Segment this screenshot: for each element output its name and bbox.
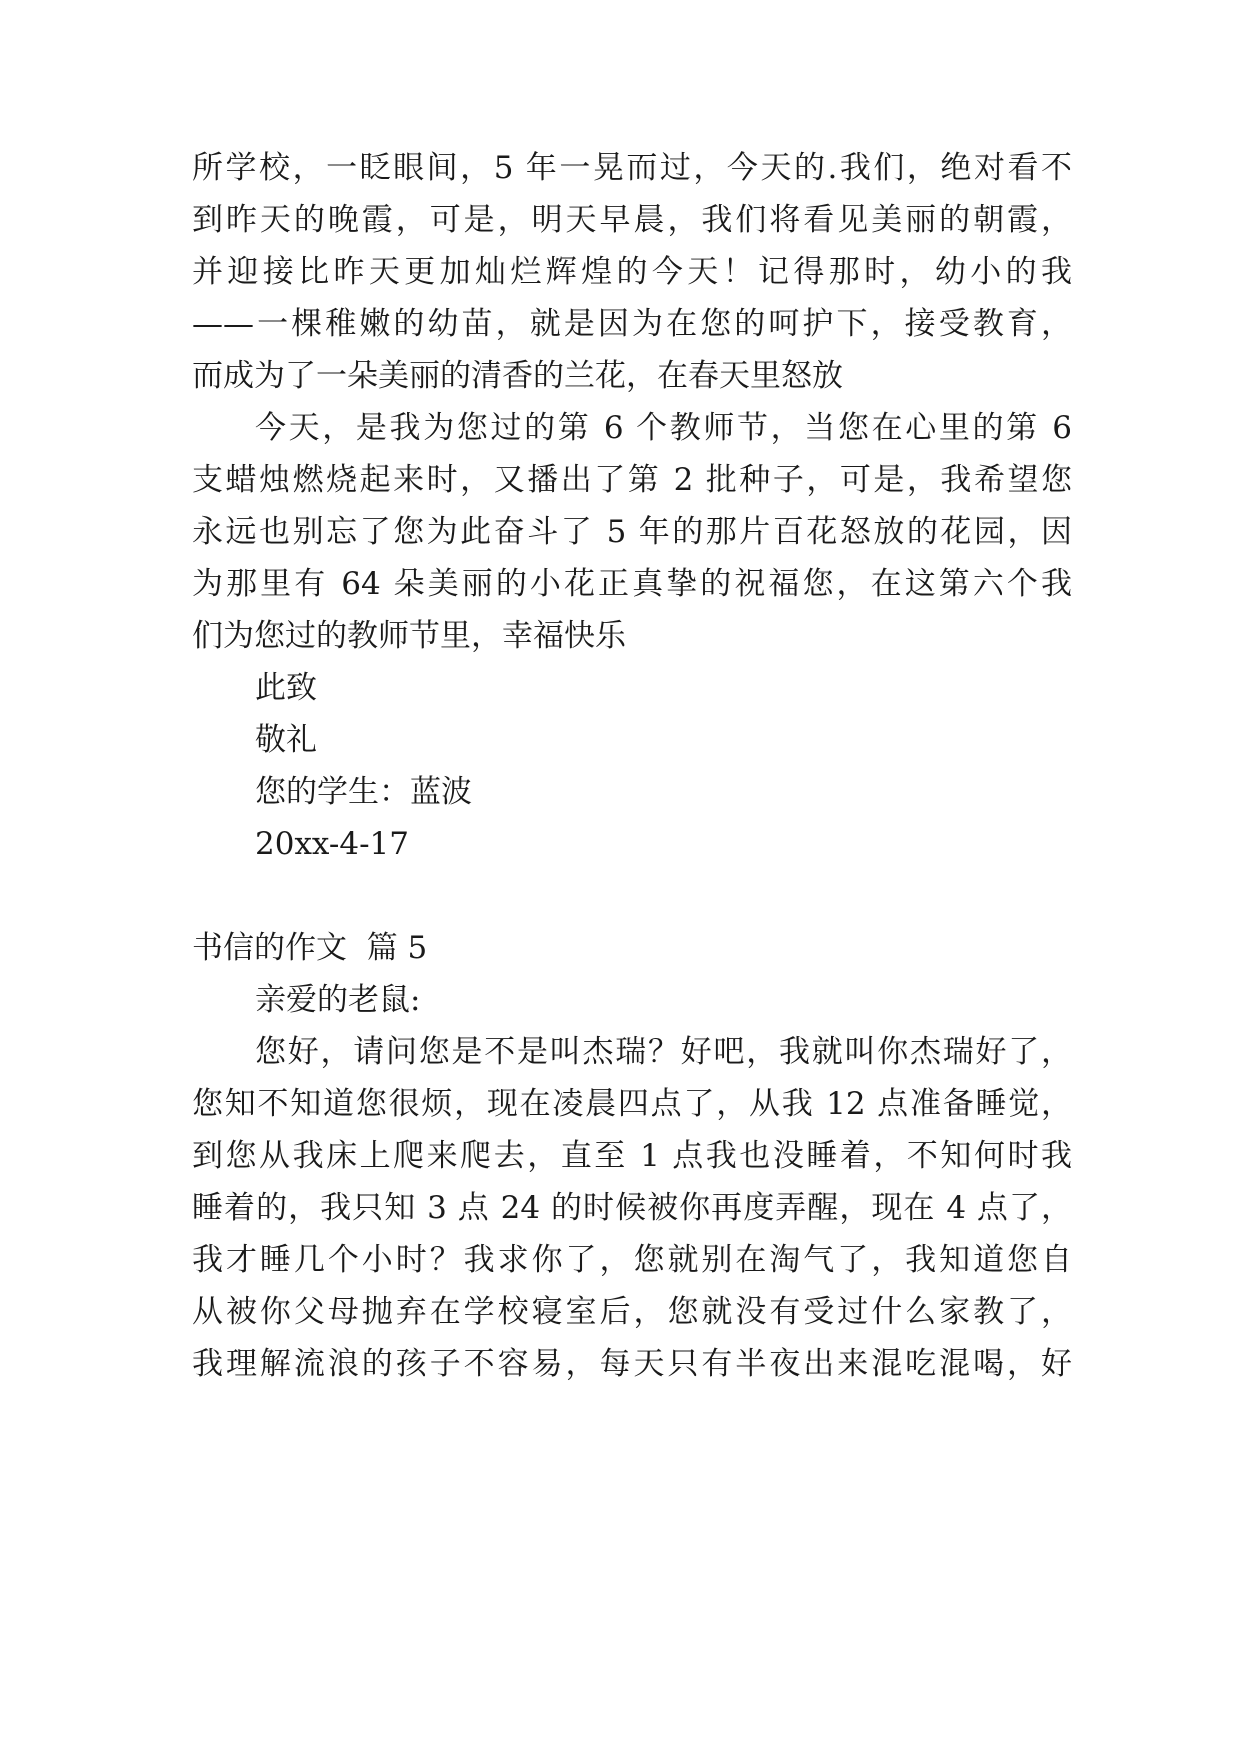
- section-title: 书信的作文 篇 5: [192, 930, 428, 966]
- signature: 您的学生：蓝波: [255, 774, 472, 810]
- paragraph-line: 支蜡烛燃烧起来时，又播出了第 2 批种子，可是，我希望您: [192, 462, 1072, 498]
- paragraph-line: 为那里有 64 朵美丽的小花正真挚的祝福您，在这第六个我: [192, 566, 1072, 602]
- paragraph-line: 并迎接比昨天更加灿烂辉煌的今天！记得那时，幼小的我: [192, 254, 1072, 290]
- paragraph-line: 我才睡几个小时？我求你了，您就别在淘气了，我知道您自: [192, 1242, 1072, 1278]
- paragraph-line: 今天，是我为您过的第 6 个教师节，当您在心里的第 6: [255, 410, 1072, 446]
- paragraph-line: 您好，请问您是不是叫杰瑞？好吧，我就叫你杰瑞好了，: [255, 1034, 1072, 1070]
- paragraph-line: 所学校，一眨眼间，5 年一晃而过，今天的.我们，绝对看不: [192, 150, 1072, 186]
- paragraph-line: 睡着的，我只知 3 点 24 的时候被你再度弄醒，现在 4 点了，: [192, 1190, 1072, 1226]
- paragraph-line: 您知不知道您很烦，现在凌晨四点了，从我 12 点准备睡觉，: [192, 1086, 1072, 1122]
- paragraph-line: 到您从我床上爬来爬去，直至 1 点我也没睡着，不知何时我: [192, 1138, 1072, 1174]
- paragraph-line: 到昨天的晚霞，可是，明天早晨，我们将看见美丽的朝霞，: [192, 202, 1072, 238]
- paragraph-line: 从被你父母抛弃在学校寝室后，您就没有受过什么家教了，: [192, 1294, 1072, 1330]
- paragraph-line: 而成为了一朵美丽的清香的兰花，在春天里怒放: [192, 358, 843, 394]
- closing-salutation: 敬礼: [255, 722, 317, 758]
- paragraph-line: 我理解流浪的孩子不容易，每天只有半夜出来混吃混喝，好: [192, 1346, 1072, 1382]
- letter-date: 20xx-4-17: [255, 826, 409, 862]
- paragraph-line: 们为您过的教师节里，幸福快乐: [192, 618, 626, 654]
- paragraph-line: 永远也别忘了您为此奋斗了 5 年的那片百花怒放的花园，因: [192, 514, 1072, 550]
- paragraph-line: ——一棵稚嫩的幼苗，就是因为在您的呵护下，接受教育，: [192, 306, 1072, 342]
- closing-salutation: 此致: [255, 670, 317, 706]
- letter-greeting: 亲爱的老鼠:: [255, 982, 421, 1018]
